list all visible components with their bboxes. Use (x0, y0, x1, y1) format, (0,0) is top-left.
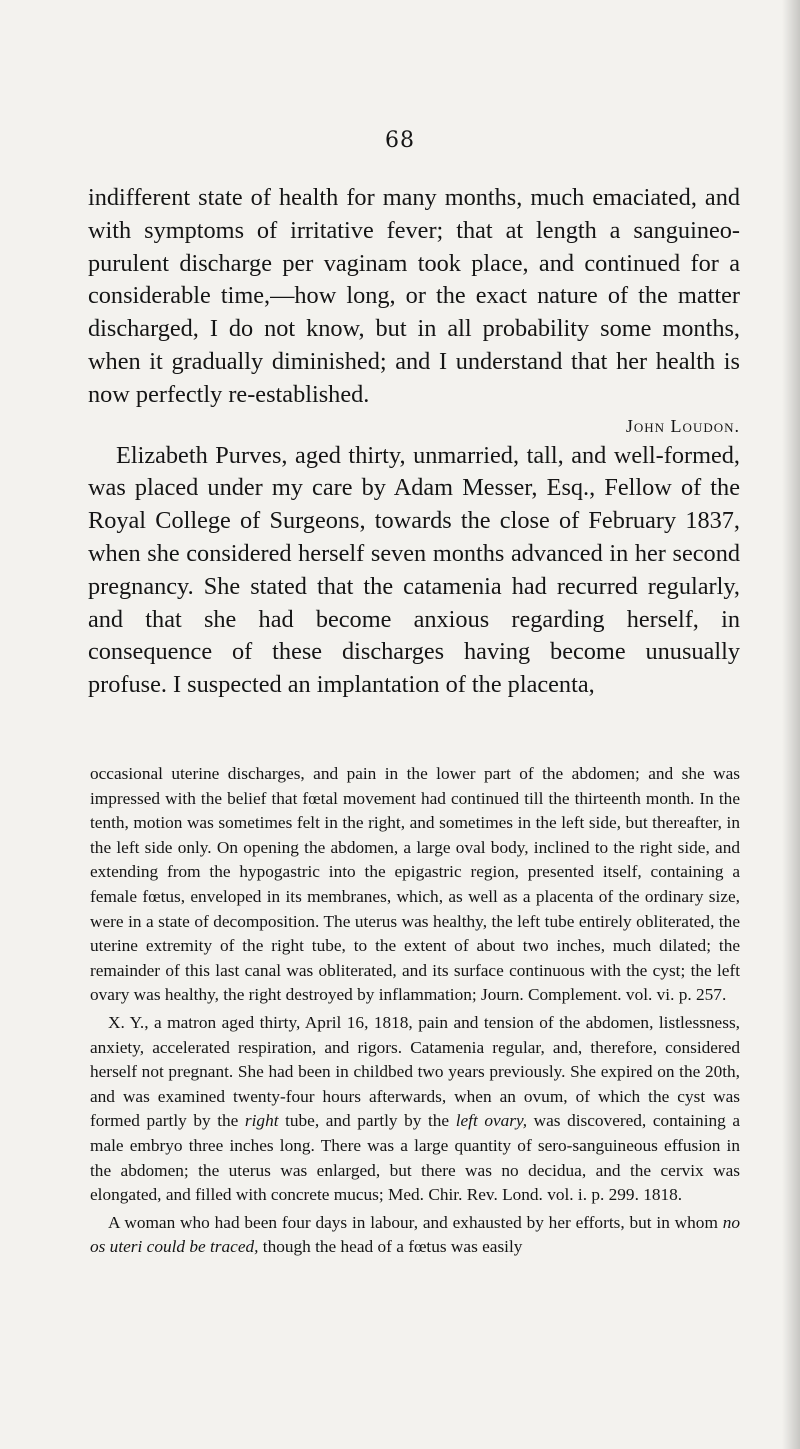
signature: John Loudon. (625, 415, 740, 436)
page-edge-shadow (782, 0, 800, 1449)
footnote-xy-text-a: X. Y., a matron aged thirty, April 16, 1818, pain and tension of the abdomen, listlessness, anxiety, accelerated respiration, and rigors. Catamenia regular, and, therefore, considered herself not pregnant. She had been in childbed two years previously. She expired on the 20th, and was examined twenty-four hours afterwards, when an ovum, of which the cyst was formed partly by the (90, 1012, 740, 1131)
footnotes (90, 762, 740, 1260)
main-text (88, 182, 740, 702)
paragraph-purves: Elizabeth Purves, aged thirty, unmarried, tall, and well-formed, was placed under my care by Adam Messer, Esq., Fellow of the Royal College of Surgeons, towards the close of February 1837, when she considered herself seven months advanced in her second pregnancy. She stated that the catamenia had recurred regularly, and that she had become anxious regarding herself, in consequence of these discharges having become unusually profuse. I suspected an implantation of the placenta, (88, 441, 740, 699)
footnote-woman (90, 1211, 740, 1260)
footnote-woman-text-a: A woman who had been four days in labour, and exhausted by her efforts, but in whom (108, 1212, 723, 1232)
footnote-xy-text-c: was discovered, containing a male embryo three inches long. There was a large quantity of sero-sanguineous effusion in the abdomen; the uterus was enlarged, but there was no decidua, and the cervix was elongated, and filled with concrete mucus; Med. Chir. Rev. Lond. vol. i. p. 299. 1818. (90, 1111, 741, 1205)
footnote-xy-italic-ovary: left ovary, (455, 1111, 528, 1131)
paragraph-continued: indifferent state of health for many months, much emaciated, and with symptoms of irritative fever; that at length a sanguineo-purulent discharge per vaginam took place, and continued for a considerable time,—how long, or the exact nature of the matter discharged, I do not know, but in all probability some months, when it gradually diminished; and I understand that her health is now perfectly re-established. (88, 184, 740, 408)
footnote-woman-text-b: though the head of a fœtus was easily (258, 1237, 523, 1257)
footnote-xy (90, 1011, 740, 1208)
footnote-woman-italic: no os uteri could be traced, (90, 1212, 740, 1257)
footnote-continued: occasional uterine discharges, and pain in the lower part of the abdomen; and she was impressed with the belief that fœtal movement had continued till the thirteenth month. In the tenth, motion was sometimes felt in the right, and sometimes in the left side, but thereafter, in the left side only. On opening the abdomen, a large oval body, inclined to the right side, and extending from the hypogastric into the epigastric region, presented itself, containing a female fœtus, enveloped in its membranes, which, as well as a placenta of the ordinary size, were in a state of decomposition. The uterus was healthy, the left tube entirely obliterated, the uterine extremity of the right tube, to the extent of about two inches, much dilated; the remainder of this last canal was obliterated, and its surface continuous with the cyst; the left ovary was healthy, the right destroyed by inflammation; Journ. Complement. vol. vi. p. 257. (90, 764, 740, 1005)
page-number: 68 (385, 128, 415, 153)
footnote-xy-text-b: tube, and partly by the (278, 1111, 456, 1131)
footnote-xy-italic-right: right (244, 1111, 279, 1131)
